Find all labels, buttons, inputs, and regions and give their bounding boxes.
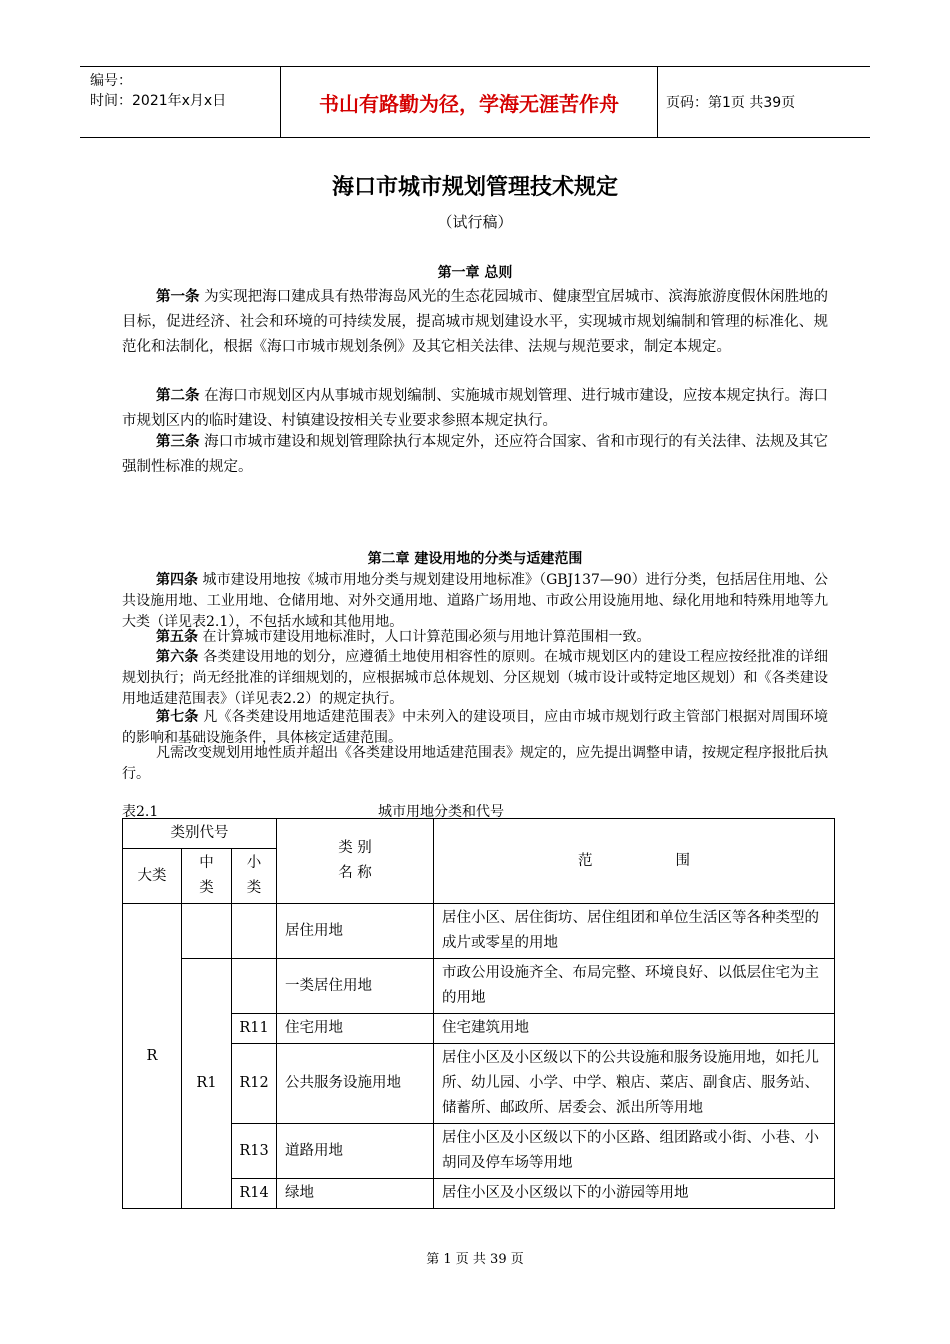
land-use-table <box>122 818 835 1209</box>
article-text: 凡《各类建设用地适建范围表》中未列入的建设项目，应由市城市规划行政主管部门根据对周围环境的影响和基础设施条件，具体核定适建范围。 <box>122 709 828 746</box>
page-header <box>80 66 870 138</box>
article-5 <box>122 627 828 648</box>
cell-minor <box>232 959 277 1014</box>
header-slogan: 书山有路勤为径，学海无涯苦作舟 <box>281 67 658 137</box>
article-label: 第五条 <box>156 629 198 645</box>
header-major: 大类 <box>123 849 182 904</box>
article-text: 在计算城市建设用地标准时，人口计算范围必须与用地计算范围相一致。 <box>198 629 651 645</box>
header-time: 时间：2021年x月x日 <box>90 93 227 109</box>
table-caption: 表2.1 <box>122 804 159 820</box>
cell-scope: 市政公用设施齐全、布局完整、环境良好、以低层住宅为主的用地 <box>434 959 835 1014</box>
cell-scope: 居住小区及小区级以下的小区路、组团路或小街、小巷、小胡同及停车场等用地 <box>434 1124 835 1179</box>
article-text: 城市建设用地按《城市用地分类与规划建设用地标准》（GBJ137—90）进行分类，包括居住用地、公共设施用地、工业用地、仓储用地、对外交通用地、道路广场用地、市政公用设施用地、绿化用地和特殊用地等九大类（详见表2.1），不包括水域和其他用地。 <box>122 572 829 630</box>
article-2 <box>122 384 828 434</box>
header-page-info: 页码：第1页 共39页 <box>666 95 796 111</box>
article-label: 第四条 <box>156 572 199 588</box>
chapter-2-heading: 第二章 建设用地的分类与适建范围 <box>367 551 583 567</box>
article-text: 为实现把海口建成具有热带海岛风光的生态花园城市、健康型宜居城市、滨海旅游度假休闲胜地的目标，促进经济、社会和环境的可持续发展，提高城市规划建设水平，实现城市规划编制和管理的标准化、规范化和法制化，根据《海口市城市规划条例》及其它相关法律、法规与规范要求，制定本规定。 <box>122 289 829 355</box>
table-title: 城市用地分类和代号 <box>378 804 504 820</box>
header-meta <box>80 67 281 137</box>
cell-minor: R11 <box>232 1014 277 1044</box>
article-text: 各类建设用地的划分，应遵循土地使用相容性的原则。在城市规划区内的建设工程应按经批准的详细规划执行；尚无经批准的详细规划的，应根据城市总体规划、分区规划（城市设计或特定地区规划）和《各类建设用地适建范围表》（详见表2.2）的规定执行。 <box>122 649 828 707</box>
header-number: 编号： <box>90 73 132 89</box>
article-label: 第一条 <box>156 289 200 305</box>
table-row <box>123 959 835 1014</box>
cell-major: R <box>123 904 182 1209</box>
cell-minor: R13 <box>232 1124 277 1179</box>
table-header-row <box>123 819 835 849</box>
article-4 <box>122 570 828 633</box>
cell-name: 公共服务设施用地 <box>277 1044 434 1124</box>
cell-scope: 居住小区及小区级以下的公共设施和服务设施用地，如托儿所、幼儿园、小学、中学、粮店、菜店、副食店、服务站、储蓄所、邮政所、居委会、派出所等用地 <box>434 1044 835 1124</box>
cell-medium <box>182 904 232 959</box>
cell-minor <box>232 904 277 959</box>
article-label: 第七条 <box>156 709 199 725</box>
article-6 <box>122 647 828 710</box>
article-text: 凡需改变规划用地性质并超出《各类建设用地适建范围表》规定的，应先提出调整申请，按规定程序报批后执行。 <box>122 745 828 782</box>
cell-minor: R12 <box>232 1044 277 1124</box>
header-name: 类 别 名 称 <box>277 819 434 904</box>
table-row <box>123 904 835 959</box>
document-subtitle: （试行稿） <box>437 213 513 231</box>
article-label: 第六条 <box>156 649 199 665</box>
cell-minor: R14 <box>232 1179 277 1209</box>
article-3 <box>122 430 828 480</box>
cell-scope: 居住小区、居住街坊、居住组团和单位生活区等各种类型的成片或零星的用地 <box>434 904 835 959</box>
document-title: 海口市城市规划管理技术规定 <box>331 175 618 200</box>
cell-name: 住宅用地 <box>277 1014 434 1044</box>
article-7-note <box>122 743 828 785</box>
page-footer: 第 1 页 共 39 页 <box>426 1252 524 1267</box>
header-scope: 范 围 <box>434 819 835 904</box>
cell-medium: R1 <box>182 959 232 1209</box>
article-text: 海口市城市建设和规划管理除执行本规定外，还应符合国家、省和市现行的有关法律、法规及其它强制性标准的规定。 <box>122 434 829 475</box>
cell-name: 居住用地 <box>277 904 434 959</box>
cell-scope: 居住小区及小区级以下的小游园等用地 <box>434 1179 835 1209</box>
header-category-code: 类别代号 <box>123 819 277 849</box>
cell-name: 一类居住用地 <box>277 959 434 1014</box>
header-minor: 小 类 <box>232 849 277 904</box>
article-text: 在海口市规划区内从事城市规划编制、实施城市规划管理、进行城市建设，应按本规定执行。海口市规划区内的临时建设、村镇建设按相关专业要求参照本规定执行。 <box>122 388 829 429</box>
cell-name: 道路用地 <box>277 1124 434 1179</box>
cell-name: 绿地 <box>277 1179 434 1209</box>
article-1 <box>122 285 828 360</box>
article-label: 第三条 <box>156 434 200 450</box>
article-label: 第二条 <box>156 388 200 404</box>
header-medium: 中 类 <box>182 849 232 904</box>
chapter-1-heading: 第一章 总则 <box>437 265 513 281</box>
cell-scope: 住宅建筑用地 <box>434 1014 835 1044</box>
